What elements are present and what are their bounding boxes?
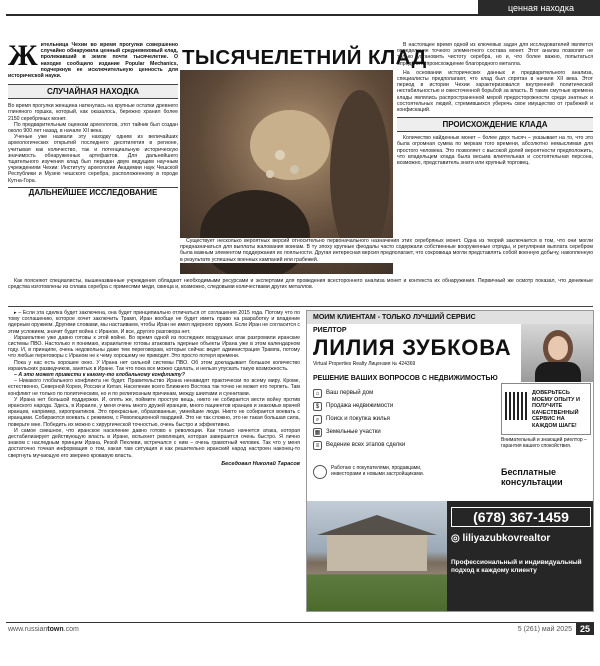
ad-realtor-name: ЛИЛИЯ ЗУБКОВА xyxy=(313,335,512,360)
realtor-ad xyxy=(306,310,594,612)
paragraph: Количество найденных монет – более двух тысяч – указывает на то, что это была огромная сумма по меркам того времени, абсолютно немыслимая для простого человека. Это позволяет с высокой долей вероятности предположить, что владельцем клада была весьма влиятельная и состоятельная персона, возможно, представитель знати или крупный торговец. xyxy=(397,135,593,167)
paragraph-text: Другая интересная версия предполагает, что сокровища могли представлять собой военную добычу, накопленную в результате успешных военных кампаний или грабежей. xyxy=(180,250,594,263)
paragraph: Израильтяне уже давно готовы к этой войне. Во время одной из последних воздушных атак разгромили иранские системы ПВО. Настолько я понимаю, израильтяне готовы атаковать ядерные объекты Ирана уже в этом календарном году. И, в принципе, очень недовольны даже тем переговорам, которые сейчас ведет администрация Трампа, потому что любые переговоры с Ираном не к чему хорошему не приводят. Это просто потеря времени. xyxy=(8,334,300,360)
document-icon: ≡ xyxy=(313,441,322,450)
work-note xyxy=(313,465,453,479)
search-icon: ⌕ xyxy=(313,415,322,424)
ad-solve-heading: РЕШЕНИЕ ВАШИХ ВОПРОСОВ С НЕДВИЖИМОСТЬЮ xyxy=(313,375,498,382)
subheading-origin xyxy=(397,117,593,132)
paragraph xyxy=(8,310,300,335)
footer-rule xyxy=(6,622,594,623)
paragraph: И самое смешное, что иранское население давно готово к революции. Как только начнется атака, которая дестабилизирует действующую власть в Иране, вспыхнет революция, которая завершится очень быстро. Я лично знаком с наследным принцем Ирана, Резой Пехлеви, встречался с ним – очень грамотный человек. Так что у меня достаточно точная информация о том, какая там ситуация и как решительно иранский народ настроен наконец-то свергнуть мучающую его зверино кровавую власть. xyxy=(8,427,300,459)
paragraph: – Никакого глобального конфликта не будет. Правительство Ирана ненавидят практически по всему миру. Кроме, естественно, Северной Кореи, России и Китая. Население всего Ближнего Востока так точно не может его терпеть. Там конфликт не только по политическим, но и по религиозным причинам, между шиитами и суннитами. xyxy=(8,378,300,397)
sale-icon: $ xyxy=(313,402,322,411)
house-roof xyxy=(317,515,437,535)
byline: Беседовал Николай Тарасов xyxy=(221,460,300,467)
page-number: 25 xyxy=(576,623,594,635)
home-icon: ⌂ xyxy=(313,389,322,398)
trust-box xyxy=(501,383,591,435)
service-label: Продажа недвижимости xyxy=(326,403,394,409)
phone-number[interactable]: (678) 367-1459 xyxy=(451,507,591,527)
work-text: Работаю с покупателями, продавцами, инвесторами и новыми застройщиками. xyxy=(331,465,425,477)
subheading-text: ДАЛЬНЕЙШЕЕ ИССЛЕДОВАНИЕ xyxy=(8,187,178,198)
paragraph: У Ирана нет большой поддержки. И, опять же, поймите простую вещь, никто не собирается вести войну против иранского народа. Здесь, в Израиле, у меня очень много друзей иранцев, много пациентов иранцев и знакомых врачей иранцев, например, хиропрактиков. Это прекрасные, образованные, умнейшие люди. Никто не собирается воевать с иранцами. Собираются воевать с режимом, с Революционной гвардией. Это не так сложно, это не такая большая сила, поверьте мне. Победить их можно с хирургической точностью, очень быстро и эффективно. xyxy=(8,396,300,428)
article-title: ТЫСЯЧЕЛЕТНИЙ КЛАД xyxy=(182,46,427,69)
coin xyxy=(275,150,285,160)
service-list xyxy=(313,387,463,452)
lead-column xyxy=(8,39,178,200)
paragraph: В настоящее время одной из ключевых задач для исследователей является определение точного элементного состава монет. Этот анализ позволит не только установить чистоту серебра, но и, что более важно, попытаться определить происхождение благородного металла. xyxy=(397,42,593,67)
header-bar xyxy=(0,0,600,20)
house-body xyxy=(327,531,427,571)
paragraph: По предварительным оценкам археологов, этот тайник был создан около 900 лет назад, в начале XII века. xyxy=(8,121,178,135)
paragraph-continuation xyxy=(180,238,593,263)
interview-article xyxy=(8,310,300,467)
ad-approach: Профессиональный и индивидуальный подход к каждому клиенту xyxy=(451,559,582,574)
service-item xyxy=(313,426,463,439)
wide-block xyxy=(8,278,593,290)
section-tab: ценная находка xyxy=(478,0,600,16)
paragraph-text: – Если эта сделка будет заключена, она будет принципиально отличаться от соглашения 2015 года. Потому что по тому соглашению, которое хочет заключить Трамп, Иран вообще не будет иметь право на разработку и владение ядерным оружием. Другими словами, мы настаиваем, чтобы Иран не имел ядерного оружия. Если Иран не согласится с этим условием, значит будет война с Ираном. И все, другого разговора нет. xyxy=(8,310,300,335)
instagram-handle[interactable] xyxy=(451,533,591,544)
ad-role: РИЕЛТОР xyxy=(313,327,347,334)
qr-code-icon xyxy=(505,392,529,420)
right-column xyxy=(397,42,593,166)
service-item xyxy=(313,413,463,426)
coin xyxy=(290,165,299,174)
url-prefix: www.russian xyxy=(8,626,48,633)
paragraph-text: Существует несколько вероятных версий относительно первоначального назначения этих серебряных монет. Одна из теорий заключается в том, что они могли предназначаться для выплаты жалования воинам. В ту эпоху крупные феодалы часто содержали собственные вооруженные отряды, и регулярная выплата серебром была важным элементом поддержания их лояльности. xyxy=(180,238,593,257)
subheading-text: СЛУЧАЙНАЯ НАХОДКА xyxy=(8,85,178,98)
realtor-portrait xyxy=(521,324,594,382)
service-label: Поиск и покупка жилья xyxy=(326,416,390,422)
instagram-text: liliyazubkovrealtor xyxy=(462,533,551,544)
trust-text: ДОВЕРЬТЕСЬ МОЕМУ ОПЫТУ И ПОЛУЧИТЕ КАЧЕСТВЕННЫЙ СЕРВИС НА КАЖДОМ ШАГЕ! xyxy=(532,390,580,429)
paragraph: Во время прогулки женщина наткнулась на крупные остатки древнего глиняного горшка, который, как оказалось, бережно хранил более 2150 серебряных монет. xyxy=(8,103,178,122)
service-item xyxy=(313,439,463,452)
land-icon: ▦ xyxy=(314,430,321,436)
paragraph: Как поясняют специалисты, вышеназванные учреждения обладают необходимыми ресурсами и экспертами для проведения всестороннего анализа монет и контекста их обнаружения. Первичный же осмотр показал, что денежные средства изготовлены из сплава серебра с примесями меди, свинца и, возможно, следовыми количествами других металлов. xyxy=(8,278,593,291)
service-label: Ваш первый дом xyxy=(326,390,374,396)
lead-paragraph xyxy=(8,39,178,80)
instagram-icon: ◎ xyxy=(451,533,463,544)
ad-tagline: МОИМ КЛИЕНТАМ - ТОЛЬКО ЛУЧШИЙ СЕРВИС xyxy=(307,311,593,324)
site-url[interactable] xyxy=(8,626,79,633)
paragraph: Ученые уже назвали эту находку одним из величайших археологических открытий последнего десятилетия в регионе, учитывая как количество, так и потенциальную историческую значимость обнаруженных артефактов. Для дальнейшего тщательного изучения клад был передан двум ведущим научным учреждениям Чехии: Институту археологии Академии наук Чешской Республики и Музею чешского серебра, расположенному в городе Кутна-Гора. xyxy=(8,134,178,184)
lead-text: ительница Чехии во время прогулки совершенно случайно обнаружила ценный средневековый клад, пролежавший в земле почти тысячелетие. О находке сообщило издание Popular Mechanics, подчеркнув ее исключительную ценность для исторической науки. xyxy=(8,42,178,80)
url-bold: town xyxy=(47,626,64,633)
portrait-face xyxy=(548,336,568,360)
url-suffix: .com xyxy=(63,626,79,633)
paragraph: Пока у нас есть хорошее окно. У Ирана нет сильной системы ПВО. Об этом докладывает большое количество израильских разведчиков, занятых в Иране. Так что пока все можно сделать, и нельзя упускать такую возможность. xyxy=(8,359,300,372)
ground-shape xyxy=(330,90,390,260)
service-item xyxy=(313,387,463,400)
section-divider xyxy=(8,306,593,307)
subheading-text: ПРОИСХОЖДЕНИЕ КЛАДА xyxy=(397,118,593,131)
service-item xyxy=(313,400,463,413)
free-consult: Бесплатные консультации xyxy=(501,467,563,487)
portrait-jacket xyxy=(535,362,581,382)
handshake-icon xyxy=(313,465,327,479)
subheading-random-find xyxy=(8,84,178,99)
house-photo xyxy=(307,501,447,612)
interview-question: – А это может привести к какому-то глобальному конфликту? xyxy=(14,372,185,379)
service-label: Ведение всех этапов сделки xyxy=(326,442,406,448)
coin xyxy=(266,170,274,178)
drop-cap: Ж xyxy=(8,39,38,72)
service-label: Земельные участки xyxy=(326,429,381,435)
trust-note: Внимательный и знающий риелтор – гарантия вашего спокойствия. xyxy=(501,437,587,449)
paragraph: На основании исторических данных и предварительного анализа, специалисты предполагают, что клад был спрятан в начале XII века. Этот период в истории Чехии характеризовался внутренней политической нестабильностью и ожесточенной борьбой за власть. В такие смутные времена клады являлись распространенной мерой предосторожности среди знатных и состоятельных людей, стремившихся уберечь свое имущество от грабежей и конфискаций. xyxy=(397,69,593,114)
issue-info: 5 (261) май 2025 xyxy=(517,626,572,633)
page-footer xyxy=(0,614,600,666)
ad-license: Virtual Properties Realty Лицензия № 424369 xyxy=(313,361,416,367)
arrow-icon: ▸ xyxy=(14,310,19,316)
subheading-further-research xyxy=(8,187,178,198)
contact-panel xyxy=(447,501,594,612)
